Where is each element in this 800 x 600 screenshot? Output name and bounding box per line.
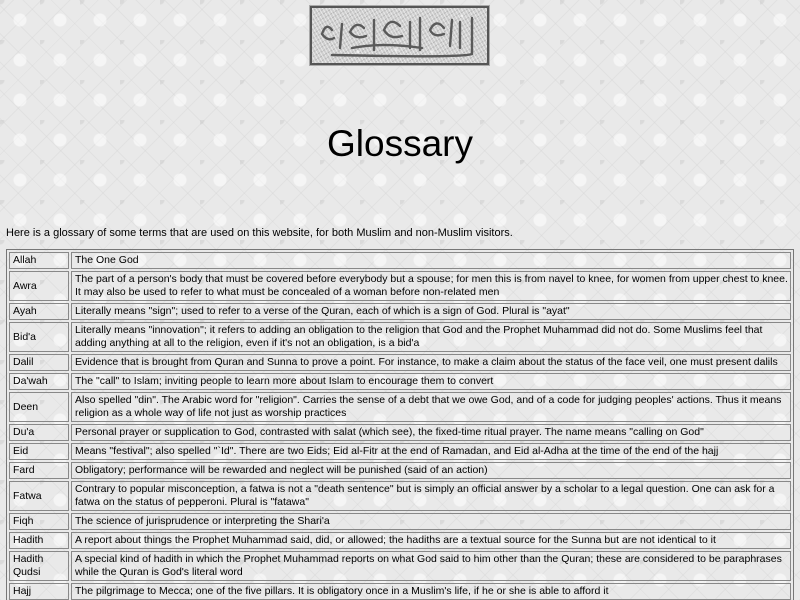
table-row	[9, 392, 791, 422]
term-cell: Eid	[9, 443, 69, 460]
term-cell: Awra	[9, 271, 69, 301]
table-row	[9, 322, 791, 352]
table-row	[9, 551, 791, 581]
definition-cell: Also spelled "din". The Arabic word for "religion". Carries the sense of a debt that we owe God, and of a code for judging peoples' actions. Thus it means religion as a whole way of life not just as worship practices	[71, 392, 791, 422]
definition-cell: Contrary to popular misconception, a fatwa is not a "death sentence" but is simply an official answer by a scholar to a legal question. One can ask for a fatwa on the status of pepperoni. Plural is "fatawa"	[71, 481, 791, 511]
intro-text: Here is a glossary of some terms that are used on this website, for both Muslim and non-Muslim visitors.	[6, 227, 513, 239]
term-cell: Hadith	[9, 532, 69, 549]
table-row	[9, 252, 791, 269]
table-row	[9, 424, 791, 441]
term-cell: Ayah	[9, 303, 69, 320]
definition-cell: The "call" to Islam; inviting people to learn more about Islam to encourage them to convert	[71, 373, 791, 390]
definition-cell: Literally means "sign"; used to refer to a verse of the Quran, each of which is a sign of God. Plural is "ayat"	[71, 303, 791, 320]
table-row	[9, 271, 791, 301]
table-row	[9, 583, 791, 600]
definition-cell: A special kind of hadith in which the Prophet Muhammad reports on what God said to him other than the Quran; these are considered to be paraphrases while the Quran is God's literal word	[71, 551, 791, 581]
definition-cell: Obligatory; performance will be rewarded and neglect will be punished (said of an action)	[71, 462, 791, 479]
term-cell: Allah	[9, 252, 69, 269]
definition-cell: Evidence that is brought from Quran and Sunna to prove a point. For instance, to make a claim about the status of the face veil, one must present dalils	[71, 354, 791, 371]
table-row	[9, 462, 791, 479]
glossary-table	[6, 249, 794, 600]
definition-cell: Literally means "innovation"; it refers to adding an obligation to the religion that God and the Prophet Muhammad did not do. Some Muslims feel that adding anything at all to the religion, even if it's not an obligation, is a bid'a	[71, 322, 791, 352]
table-row	[9, 303, 791, 320]
table-row	[9, 481, 791, 511]
definition-cell: The pilgrimage to Mecca; one of the five pillars. It is obligatory once in a Muslim's life, if he or she is able to afford it	[71, 583, 791, 600]
term-cell: Hajj	[9, 583, 69, 600]
table-row	[9, 354, 791, 371]
term-cell: Da'wah	[9, 373, 69, 390]
term-cell: Fiqh	[9, 513, 69, 530]
definition-cell: The part of a person's body that must be covered before everybody but a spouse; for men this is from navel to knee, for women from upper chest to knee. It may also be used to refer to what must be concealed of a woman before non-related men	[71, 271, 791, 301]
term-cell: Bid'a	[9, 322, 69, 352]
table-row	[9, 513, 791, 530]
definition-cell: The One God	[71, 252, 791, 269]
calligraphy-banner	[310, 6, 489, 65]
definition-cell: The science of jurisprudence or interpreting the Shari'a	[71, 513, 791, 530]
term-cell: Fatwa	[9, 481, 69, 511]
table-row	[9, 373, 791, 390]
table-row	[9, 443, 791, 460]
definition-cell: Personal prayer or supplication to God, contrasted with salat (which see), the fixed-time ritual prayer. The name means "calling on God"	[71, 424, 791, 441]
term-cell: Hadith Qudsi	[9, 551, 69, 581]
calligraphy-banner-image	[312, 8, 487, 63]
table-row	[9, 532, 791, 549]
term-cell: Fard	[9, 462, 69, 479]
term-cell: Deen	[9, 392, 69, 422]
definition-cell: Means "festival"; also spelled "`Id". There are two Eids; Eid al-Fitr at the end of Ramadan, and Eid al-Adha at the time of the end of the hajj	[71, 443, 791, 460]
term-cell: Du'a	[9, 424, 69, 441]
page-title: Glossary	[327, 123, 473, 164]
definition-cell: A report about things the Prophet Muhammad said, did, or allowed; the hadiths are a textual source for the Sunna but are not identical to it	[71, 532, 791, 549]
term-cell: Dalil	[9, 354, 69, 371]
